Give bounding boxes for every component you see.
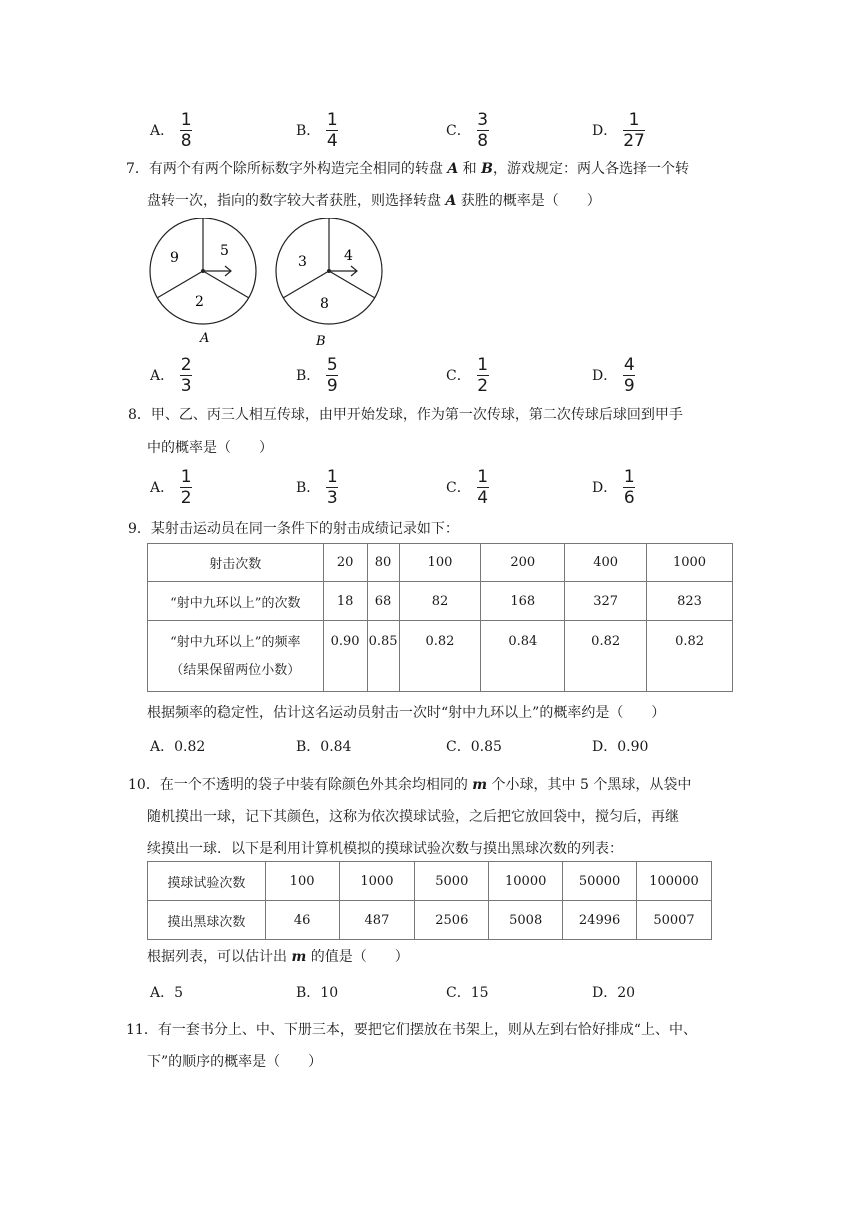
q9-row-shots — [148, 544, 733, 582]
spinner-b-number: 3 — [298, 254, 307, 270]
table-cell: 46 — [265, 901, 339, 940]
table-cell: 823 — [647, 582, 733, 621]
q6-option-c: C． $\frac{3}{8}$ — [446, 109, 489, 151]
q9-question: 根据频率的稳定性，估计这名运动员射击一次时“射中九环以上”的概率约是（ ） — [147, 705, 666, 721]
table-cell: 24996 — [563, 901, 637, 940]
table-cell: “射中九环以上”的频率 （结果保留两位小数） — [148, 621, 324, 692]
q6-option-a: A． $\frac{1}{8}$ — [150, 109, 192, 151]
q9-row-hits — [148, 582, 733, 621]
table-cell: 5000 — [415, 862, 489, 901]
table-cell: 摸出黑球次数 — [148, 901, 266, 940]
table-cell: 20 — [323, 544, 367, 582]
q10-stem-line1: 10．在一个不透明的袋子中装有除颜色外其余均相同的 m 个小球，其中 5 个黑球，从袋中 — [128, 777, 692, 793]
table-cell: 0.82 — [647, 621, 733, 692]
fraction: $\frac{1}{8}$ — [180, 109, 192, 151]
spinner-diagram — [140, 218, 400, 348]
q9-options — [0, 736, 860, 756]
q10-options — [0, 982, 860, 1002]
table-cell: 5008 — [489, 901, 563, 940]
q8-option-c: C． $\frac{1}{4}$ — [446, 466, 489, 508]
q10-option-c: C．15 — [446, 985, 489, 1001]
q10-option-b: B．10 — [296, 985, 339, 1001]
fraction: $\frac{3}{8}$ — [477, 109, 489, 151]
table-cell: 168 — [481, 582, 565, 621]
table-cell: 摸球试验次数 — [148, 862, 266, 901]
fraction: $\frac{2}{3}$ — [180, 354, 192, 396]
q7-option-d: D． $\frac{4}{9}$ — [592, 354, 635, 396]
table-cell: 487 — [339, 901, 415, 940]
q9-row-frequency — [148, 621, 733, 692]
fraction: $\frac{1}{27}$ — [623, 109, 645, 151]
spinner-b-number: 8 — [320, 296, 329, 312]
table-cell: 射击次数 — [148, 544, 324, 582]
table-cell: 50000 — [563, 862, 637, 901]
q10-question: 根据列表，可以估计出 m 的值是（ ） — [147, 949, 409, 965]
q8-option-b: B． $\frac{1}{3}$ — [296, 466, 338, 508]
q7-stem-line2: 盘转一次，指向的数字较大者获胜，则选择转盘 A 获胜的概率是（ ） — [147, 193, 601, 209]
q10-table — [147, 861, 712, 940]
q10-row-black — [148, 901, 712, 940]
q6-option-b: B． $\frac{1}{4}$ — [296, 109, 338, 151]
q7-option-b: B． $\frac{5}{9}$ — [296, 354, 338, 396]
q7-option-a: A． $\frac{2}{3}$ — [150, 354, 192, 396]
q7-option-c: C． $\frac{1}{2}$ — [446, 354, 489, 396]
spinner-b-number: 4 — [344, 248, 353, 264]
table-cell: 0.84 — [481, 621, 565, 692]
fraction: $\frac{1}{4}$ — [477, 466, 489, 508]
table-cell: 327 — [565, 582, 647, 621]
table-cell: 100000 — [637, 862, 712, 901]
q9-table — [147, 543, 733, 692]
q10-stem-line2: 随机摸出一球，记下其颜色，这称为依次摸球试验，之后把它放回袋中，搅匀后，再继 — [147, 809, 679, 825]
table-cell: 50007 — [637, 901, 712, 940]
fraction: $\frac{1}{4}$ — [326, 109, 338, 151]
q9-stem: 9．某射击运动员在同一条件下的射击成绩记录如下： — [128, 521, 459, 537]
spinner-a-number: 2 — [195, 294, 204, 310]
q9-option-d: D．0.90 — [592, 739, 649, 755]
table-cell: 0.90 — [323, 621, 367, 692]
fraction: $\frac{4}{9}$ — [623, 354, 635, 396]
fraction: $\frac{1}{2}$ — [477, 354, 489, 396]
spinner-a — [150, 218, 256, 324]
table-cell: 100 — [399, 544, 481, 582]
table-cell: 80 — [367, 544, 399, 582]
q8-options — [0, 463, 860, 511]
q9-option-c: C．0.85 — [446, 739, 502, 755]
table-cell: 200 — [481, 544, 565, 582]
q7-options — [0, 351, 860, 399]
spinner-a-number: 9 — [170, 250, 179, 266]
q8-option-a: A． $\frac{1}{2}$ — [150, 466, 192, 508]
table-cell: 68 — [367, 582, 399, 621]
table-cell: 0.82 — [399, 621, 481, 692]
q9-option-b: B．0.84 — [296, 739, 352, 755]
q11-stem-line2: 下”的顺序的概率是（ ） — [147, 1054, 323, 1070]
q10-row-trials — [148, 862, 712, 901]
q8-stem-line1: 8．甲、乙、丙三人相互传球，由甲开始发球，作为第一次传球，第二次传球后球回到甲手 — [128, 407, 683, 423]
q9-option-a: A．0.82 — [150, 739, 206, 755]
q8-stem-line2: 中的概率是（ ） — [147, 440, 273, 456]
table-cell: 400 — [565, 544, 647, 582]
q10-option-a: A．5 — [150, 985, 184, 1001]
q10-option-d: D．20 — [592, 985, 636, 1001]
q6-option-d: D． $\frac{1}{27}$ — [592, 109, 645, 151]
q11-stem-line1: 11．有一套书分上、中、下册三本，要把它们摆放在书架上，则从左到右恰好排成“上、中、 — [126, 1022, 697, 1038]
table-cell: 1000 — [647, 544, 733, 582]
table-cell: “射中九环以上”的次数 — [148, 582, 324, 621]
fraction: $\frac{5}{9}$ — [326, 354, 338, 396]
q8-option-d: D． $\frac{1}{6}$ — [592, 466, 635, 508]
fraction: $\frac{1}{2}$ — [180, 466, 192, 508]
table-cell: 100 — [265, 862, 339, 901]
table-cell: 10000 — [489, 862, 563, 901]
table-cell: 2506 — [415, 901, 489, 940]
q6-options — [0, 106, 860, 154]
table-cell: 0.82 — [565, 621, 647, 692]
q7-stem-line1: 7．有两个有两个除所标数字外构造完全相同的转盘 A 和 B，游戏规定：两人各选择一个转 — [126, 161, 689, 177]
table-cell: 82 — [399, 582, 481, 621]
table-cell: 18 — [323, 582, 367, 621]
table-cell: 0.85 — [367, 621, 399, 692]
fraction: $\frac{1}{3}$ — [326, 466, 338, 508]
spinner-a-number: 5 — [220, 243, 229, 259]
spinner-b — [276, 218, 382, 324]
q10-stem-line3: 续摸出一球．以下是利用计算机模拟的摸球试验次数与摸出黑球次数的列表： — [147, 841, 623, 857]
spinner-a-label: A — [200, 331, 210, 346]
table-cell: 1000 — [339, 862, 415, 901]
fraction: $\frac{1}{6}$ — [623, 466, 635, 508]
spinner-b-label: B — [316, 334, 326, 348]
